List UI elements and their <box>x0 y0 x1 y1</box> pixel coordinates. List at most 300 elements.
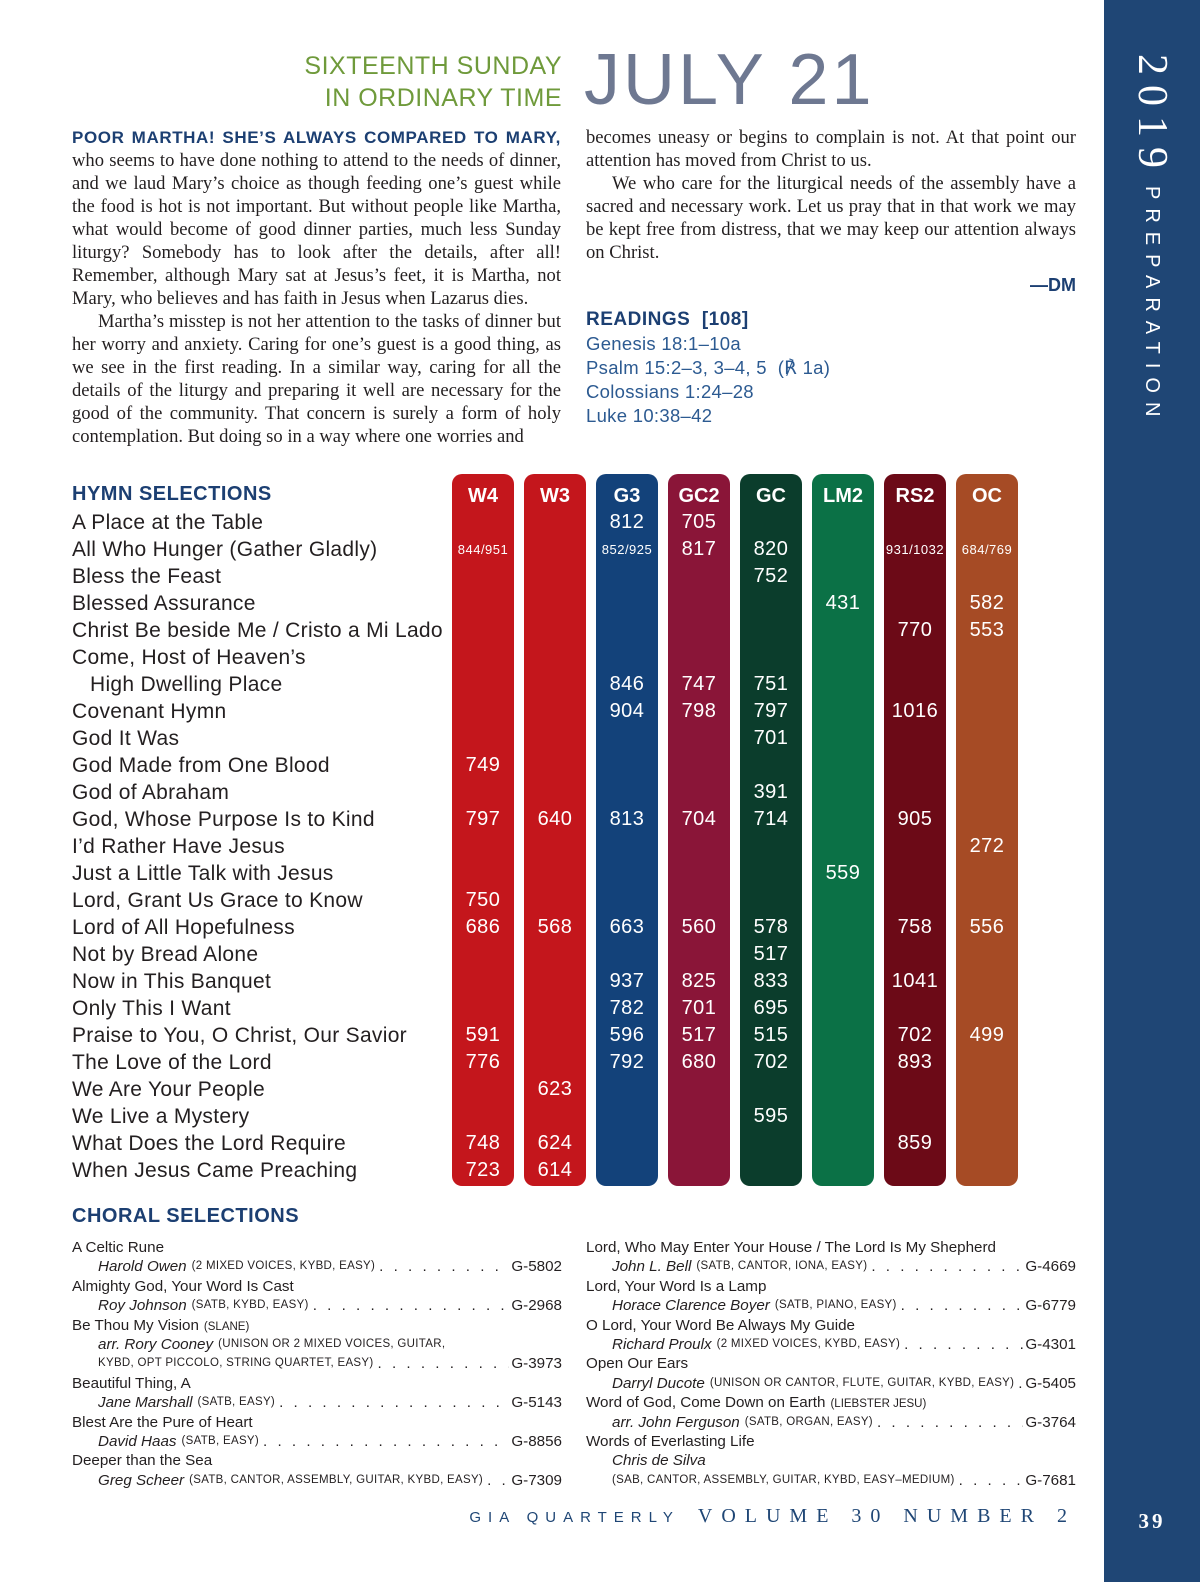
hymn-number <box>596 1103 658 1130</box>
choral-credit-line <box>72 1354 562 1373</box>
hymn-title: Covenant Hymn <box>72 700 227 723</box>
choral-credit-line <box>72 1296 562 1315</box>
hymn-number: 702 <box>897 1024 933 1046</box>
essay-paragraph-3: We who care for the liturgical needs of the assembly have a sacred and necessary work. Let us pray that in that work we may be kept free from distress, that we may keep our attention always on Christ. <box>586 173 1076 263</box>
hymn-number <box>956 887 1018 914</box>
readings-title: READINGS [108] <box>586 309 749 330</box>
hymnal-abbreviation: RS2 <box>895 485 935 507</box>
composer: arr. Rory Cooney <box>98 1335 214 1353</box>
hymn-number <box>956 1130 1018 1157</box>
choral-credit-line <box>586 1451 1076 1470</box>
hymn-number <box>596 563 658 590</box>
hymnal-column-rs2 <box>884 474 946 1186</box>
voicing-details: (2 MIXED VOICES, KYBD, EASY) <box>716 1337 901 1350</box>
hymn-number <box>740 887 802 914</box>
hymn-title: Not by Bread Alone <box>72 943 259 966</box>
hymn-number <box>740 590 802 617</box>
choral-title: Open Our Ears <box>586 1355 689 1373</box>
choral-credit-line <box>586 1413 1076 1432</box>
hymn-number <box>812 968 874 995</box>
hymn-number <box>740 833 802 860</box>
hymn-number <box>740 617 802 644</box>
hymn-number <box>740 644 802 671</box>
hymn-number <box>884 941 946 968</box>
page-date: JULY 21 <box>584 40 875 120</box>
composer: Darryl Ducote <box>612 1374 705 1392</box>
hymn-number <box>884 833 946 860</box>
hymn-number: 904 <box>609 700 645 722</box>
page-number: 39 <box>1138 1509 1166 1533</box>
hymn-number <box>812 752 874 779</box>
hymnal-abbreviation: W3 <box>540 485 570 507</box>
hymn-number <box>452 725 514 752</box>
hymn-title: God Made from One Blood <box>72 754 330 777</box>
hymn-number <box>596 725 658 752</box>
octavo-number: G-4669 <box>1025 1258 1076 1276</box>
choral-title: Beautiful Thing, A <box>72 1374 191 1392</box>
hymn-number: 560 <box>681 916 717 938</box>
hymn-number <box>956 806 1018 833</box>
choral-credit-line <box>586 1296 1076 1315</box>
hymn-number: 750 <box>465 889 501 911</box>
leader-dots <box>259 1432 509 1451</box>
hymn-number <box>524 1049 586 1076</box>
band-section-label: PREPARATION <box>1141 186 1163 426</box>
hymn-number <box>740 860 802 887</box>
hymn-number <box>596 833 658 860</box>
octavo-number: G-5143 <box>511 1394 562 1412</box>
choral-list-left <box>72 1238 562 1490</box>
hymn-number: 812 <box>609 511 645 533</box>
hymn-number <box>956 644 1018 671</box>
hymn-title: Praise to You, O Christ, Our Savior <box>72 1024 407 1047</box>
publication-name: GIA QUARTERLY <box>469 1509 680 1526</box>
hymn-number <box>956 968 1018 995</box>
hymn-number: 817 <box>681 538 717 560</box>
hymn-number: 825 <box>681 970 717 992</box>
hymnal-column-gc2 <box>668 474 730 1186</box>
composer: Jane Marshall <box>98 1394 193 1412</box>
hymn-number <box>884 590 946 617</box>
reading-item: Psalm 15:2–3, 3–4, 5 (℟ 1a) <box>586 357 831 378</box>
hymn-number: 499 <box>969 1024 1005 1046</box>
hymn-number <box>956 1076 1018 1103</box>
hymn-number: 695 <box>753 997 789 1019</box>
hymn-number <box>812 671 874 698</box>
hymn-number: 714 <box>753 808 789 830</box>
hymn-number: 640 <box>537 808 573 830</box>
hymn-number: 624 <box>537 1132 573 1154</box>
octavo-number: G-6779 <box>1025 1297 1076 1315</box>
hymn-number <box>740 1076 802 1103</box>
voicing-details: (SAB, CANTOR, ASSEMBLY, GUITAR, KYBD, EASY–MEDIUM) <box>612 1473 955 1486</box>
choral-title: Lord, Who May Enter Your House / The Lord Is My Shepherd <box>586 1239 997 1256</box>
essay-paragraph-2-continued: becomes uneasy or begins to complain is not. At that point our attention has moved from Christ to us. <box>586 127 1076 171</box>
hymnal-column-gc <box>740 474 802 1186</box>
hymn-number <box>524 1103 586 1130</box>
hymn-number <box>956 698 1018 725</box>
hymn-number <box>524 941 586 968</box>
hymn-number <box>452 941 514 968</box>
hymn-number: 556 <box>969 916 1005 938</box>
hymn-number <box>812 833 874 860</box>
hymn-number: 893 <box>897 1051 933 1073</box>
hymn-number <box>452 833 514 860</box>
hymn-number <box>884 1157 946 1184</box>
leader-dots <box>900 1335 1023 1354</box>
hymnal-column-lm2 <box>812 474 874 1186</box>
hymn-number <box>596 1130 658 1157</box>
hymn-number: 751 <box>753 673 789 695</box>
leader-dots <box>955 1471 1024 1490</box>
hymnal-column-oc <box>956 474 1018 1186</box>
choral-credit-line <box>72 1335 562 1354</box>
hymn-number: 582 <box>969 592 1005 614</box>
hymn-number <box>452 563 514 590</box>
hymn-number <box>596 887 658 914</box>
hymn-title: Lord, Grant Us Grace to Know <box>72 889 363 912</box>
hymn-number <box>668 644 730 671</box>
hymn-number: 680 <box>681 1051 717 1073</box>
essay-paragraph-2 <box>72 310 561 448</box>
octavo-number: G-5802 <box>511 1258 562 1276</box>
hymn-title: Now in This Banquet <box>72 970 272 993</box>
hymn-number: 578 <box>753 916 789 938</box>
hymn-number <box>596 941 658 968</box>
hymn-number: 595 <box>753 1105 789 1127</box>
hymn-number <box>812 698 874 725</box>
hymn-number <box>668 725 730 752</box>
hymn-number: 391 <box>753 781 789 803</box>
hymn-number: 782 <box>609 997 645 1019</box>
hymn-number: 684/769 <box>961 542 1013 557</box>
composer: David Haas <box>98 1432 177 1450</box>
hymnal-abbreviation: LM2 <box>823 485 863 507</box>
hymn-number <box>524 779 586 806</box>
voicing-details: (UNISON OR CANTOR, FLUTE, GUITAR, KYBD, EASY) <box>709 1376 1015 1389</box>
hymn-number <box>956 509 1018 536</box>
choral-title: Word of God, Come Down on Earth (LIEBSTER JESU) <box>586 1394 927 1412</box>
essay-lead: POOR MARTHA! SHE’S ALWAYS COMPARED TO MARY, <box>72 128 561 147</box>
hymn-number <box>524 833 586 860</box>
occasion-line-2: IN ORDINARY TIME <box>324 84 562 112</box>
leader-dots <box>867 1257 1023 1276</box>
hymn-number: 723 <box>465 1159 501 1181</box>
hymn-number: 623 <box>537 1078 573 1100</box>
hymn-number <box>524 1022 586 1049</box>
composer: Chris de Silva <box>612 1452 706 1470</box>
choral-title: Blest Are the Pure of Heart <box>72 1413 253 1431</box>
hymn-number <box>956 941 1018 968</box>
hymn-number: 846 <box>609 673 645 695</box>
hymn-number <box>596 779 658 806</box>
choral-selections-heading: CHORAL SELECTIONS <box>72 1205 300 1227</box>
hymn-number <box>452 671 514 698</box>
hymn-number: 663 <box>609 916 645 938</box>
octavo-number: G-5405 <box>1025 1374 1076 1392</box>
hymn-number <box>452 995 514 1022</box>
hymn-number <box>884 644 946 671</box>
hymn-number <box>452 779 514 806</box>
reading-item: Colossians 1:24–28 <box>586 381 754 402</box>
hymn-number: 1016 <box>891 700 939 722</box>
voicing-details: (SATB, KYBD, EASY) <box>191 1299 309 1312</box>
hymn-number <box>452 590 514 617</box>
voicing-details: (SATB, CANTOR, ASSEMBLY, GUITAR, KYBD, EASY) <box>189 1473 484 1486</box>
leader-dots <box>483 1471 509 1490</box>
hymn-number <box>884 887 946 914</box>
leader-dots <box>375 1257 509 1276</box>
hymn-number <box>524 644 586 671</box>
hymn-number: 758 <box>897 916 933 938</box>
hymn-number <box>668 563 730 590</box>
hymn-number: 797 <box>753 700 789 722</box>
hymn-number <box>452 509 514 536</box>
hymn-number: 747 <box>681 673 717 695</box>
hymn-number: 776 <box>465 1051 501 1073</box>
hymn-number: 591 <box>465 1024 501 1046</box>
octavo-number: G-3973 <box>511 1355 562 1373</box>
hymn-number: 820 <box>753 538 789 560</box>
hymn-number <box>524 536 586 563</box>
hymn-number <box>884 779 946 806</box>
choral-credit-line <box>586 1374 1076 1393</box>
hymn-number <box>524 590 586 617</box>
hymn-number <box>452 1076 514 1103</box>
hymn-number <box>812 914 874 941</box>
hymn-number <box>452 968 514 995</box>
hymn-number <box>956 1157 1018 1184</box>
page-footer <box>0 1505 1076 1528</box>
hymn-number <box>596 1157 658 1184</box>
hymn-title: A Place at the Table <box>72 511 264 534</box>
hymn-title: What Does the Lord Require <box>72 1132 346 1155</box>
hymn-number <box>524 563 586 590</box>
hymn-number: 937 <box>609 970 645 992</box>
hymn-number: 596 <box>609 1024 645 1046</box>
hymn-title: God, Whose Purpose Is to Kind <box>72 808 375 831</box>
hymn-number <box>812 1130 874 1157</box>
composer: Horace Clarence Boyer <box>612 1297 770 1315</box>
hymn-number <box>812 941 874 968</box>
hymn-number: 614 <box>537 1159 573 1181</box>
hymn-number: 705 <box>681 511 717 533</box>
hymn-title: Lord of All Hopefulness <box>72 916 295 939</box>
hymn-number <box>452 644 514 671</box>
leader-dots <box>897 1296 1024 1315</box>
hymnal-column-w3 <box>524 474 586 1186</box>
essay-paragraph-1 <box>72 126 561 310</box>
hymnal-column-w4 <box>452 474 514 1186</box>
composer: Harold Owen <box>98 1258 187 1276</box>
hymn-number: 813 <box>609 808 645 830</box>
octavo-number: G-4301 <box>1025 1335 1076 1353</box>
hymn-title: We Live a Mystery <box>72 1105 250 1128</box>
hymn-title: When Jesus Came Preaching <box>72 1159 358 1182</box>
hymn-number: 931/1032 <box>885 542 945 557</box>
hymn-number <box>596 590 658 617</box>
hymn-number <box>812 1049 874 1076</box>
composer: Roy Johnson <box>98 1297 187 1315</box>
hymn-number: 748 <box>465 1132 501 1154</box>
choral-title: Deeper than the Sea <box>72 1452 213 1470</box>
hymn-title: Only This I Want <box>72 997 231 1020</box>
hymn-number <box>668 887 730 914</box>
hymn-title: Christ Be beside Me / Cristo a Mi Lado <box>72 619 443 642</box>
hymn-title: The Love of the Lord <box>72 1051 272 1074</box>
hymn-number: 1041 <box>891 970 939 992</box>
choral-credit-line <box>586 1257 1076 1276</box>
essay-column-right <box>586 126 1076 297</box>
hymn-number <box>812 995 874 1022</box>
hymn-number: 517 <box>681 1024 717 1046</box>
hymn-number: 515 <box>753 1024 789 1046</box>
hymn-number: 553 <box>969 619 1005 641</box>
liturgical-occasion <box>304 50 562 114</box>
choral-credit-line <box>586 1471 1076 1490</box>
hymn-number <box>740 509 802 536</box>
voicing-details: (SATB, CANTOR, IONA, EASY) <box>696 1260 868 1273</box>
hymn-number: 701 <box>753 727 789 749</box>
occasion-line-1: SIXTEENTH SUNDAY <box>304 52 562 80</box>
hymn-number <box>812 1103 874 1130</box>
essay-paragraph-1-text: who seems to have done nothing to attend to the needs of dinner, and we laud Mary’s choice as though feeding one’s guest while the food is hot is not important. But without people like Martha, what would become of good dinner parties, much less Sunday liturgy? Somebody has to look after the details, after all! Remember, although Mary sat at Jesus’s feet, it is Martha, not Mary, who believes and has faith in Jesus when Lazarus dies. <box>72 150 561 309</box>
hymn-number <box>524 752 586 779</box>
hymn-number <box>596 860 658 887</box>
hymn-number <box>812 509 874 536</box>
reading-item: Luke 10:38–42 <box>586 405 713 426</box>
octavo-number: G-3764 <box>1025 1413 1076 1431</box>
hymn-number <box>812 1157 874 1184</box>
hymn-number <box>452 698 514 725</box>
hymn-title: Blessed Assurance <box>72 592 256 615</box>
leader-dots <box>873 1413 1023 1432</box>
hymn-title: We Are Your People <box>72 1078 265 1101</box>
choral-title: Words of Everlasting Life <box>586 1432 755 1450</box>
volume-number: VOLUME 30 NUMBER 2 <box>697 1505 1076 1527</box>
octavo-number: G-8856 <box>511 1432 562 1450</box>
hymn-title: Come, Host of Heaven’s <box>72 646 306 669</box>
hymn-number: 770 <box>897 619 933 641</box>
hymn-number <box>956 563 1018 590</box>
hymn-number: 559 <box>825 862 861 884</box>
hymn-number <box>884 995 946 1022</box>
octavo-number: G-2968 <box>511 1297 562 1315</box>
hymn-number <box>668 941 730 968</box>
hymn-number <box>668 833 730 860</box>
octavo-number: G-7309 <box>511 1471 562 1489</box>
hymnal-abbreviation: G3 <box>613 485 641 507</box>
hymn-number <box>812 563 874 590</box>
leader-dots <box>1014 1374 1023 1393</box>
leader-dots <box>309 1296 510 1315</box>
hymn-number <box>596 752 658 779</box>
voicing-details: (SATB, EASY) <box>181 1434 260 1447</box>
hymn-title: All Who Hunger (Gather Gladly) <box>72 538 378 561</box>
band-year: 2019 <box>1129 54 1175 178</box>
hymn-number <box>668 1103 730 1130</box>
composer: arr. John Ferguson <box>612 1413 740 1431</box>
hymn-number <box>812 725 874 752</box>
essay-signature: —DM <box>1030 275 1076 295</box>
hymn-number: 702 <box>753 1051 789 1073</box>
hymn-title: God of Abraham <box>72 781 230 804</box>
voicing-details: (UNISON OR 2 MIXED VOICES, GUITAR, <box>218 1337 446 1350</box>
section-band <box>1104 0 1200 1582</box>
composer: John L. Bell <box>612 1258 692 1276</box>
choral-title: O Lord, Your Word Be Always My Guide <box>586 1316 856 1334</box>
composer: Richard Proulx <box>612 1335 712 1353</box>
hymn-number: 272 <box>969 835 1005 857</box>
readings-block <box>586 308 830 428</box>
hymn-number <box>524 887 586 914</box>
choral-title: Be Thou My Vision (SLANE) <box>72 1316 250 1334</box>
hymn-number <box>524 725 586 752</box>
hymn-number: 704 <box>681 808 717 830</box>
hymn-number <box>668 1157 730 1184</box>
hymn-number <box>884 860 946 887</box>
hymn-number <box>524 509 586 536</box>
hymnal-abbreviation: GC2 <box>678 485 720 507</box>
hymn-number <box>956 752 1018 779</box>
choral-credit-line <box>72 1432 562 1451</box>
hymn-number: 431 <box>825 592 861 614</box>
hymn-title: High Dwelling Place <box>90 673 283 696</box>
composer: Greg Scheer <box>98 1471 185 1489</box>
voicing-details: (SATB, ORGAN, EASY) <box>744 1415 873 1428</box>
hymn-title: Just a Little Talk with Jesus <box>72 862 334 885</box>
hymn-number <box>884 509 946 536</box>
hymn-number <box>956 671 1018 698</box>
hymn-number <box>956 725 1018 752</box>
hymn-number <box>740 752 802 779</box>
hymnal-abbreviation: OC <box>972 485 1002 507</box>
hymn-number <box>884 1076 946 1103</box>
hymn-number <box>812 644 874 671</box>
band-vertical-text <box>1104 0 1200 480</box>
voicing-details: (SATB, EASY) <box>197 1396 276 1409</box>
hymn-number <box>452 1103 514 1130</box>
hymn-selections-heading: HYMN SELECTIONS <box>72 483 272 505</box>
hymn-number <box>956 1103 1018 1130</box>
hymn-title: Bless the Feast <box>72 565 222 588</box>
hymn-title-list <box>72 509 443 1184</box>
hymn-number: 852/925 <box>601 542 653 557</box>
choral-credit-line <box>72 1257 562 1276</box>
hymn-number <box>524 995 586 1022</box>
choral-credit-line <box>586 1335 1076 1354</box>
hymn-number: 517 <box>753 943 789 965</box>
hymn-number <box>884 752 946 779</box>
hymnal-abbreviation: GC <box>756 485 786 507</box>
essay-paragraph-2-cont <box>586 126 1076 172</box>
hymn-number <box>452 860 514 887</box>
hymn-number: 798 <box>681 700 717 722</box>
hymn-number: 792 <box>609 1051 645 1073</box>
hymn-number <box>812 1076 874 1103</box>
hymn-number <box>956 860 1018 887</box>
hymn-number <box>668 617 730 644</box>
hymn-number <box>668 1130 730 1157</box>
hymn-number <box>524 671 586 698</box>
hymn-number <box>812 617 874 644</box>
hymn-number <box>524 860 586 887</box>
hymn-number <box>884 671 946 698</box>
hymn-number <box>668 1076 730 1103</box>
hymn-number <box>812 779 874 806</box>
essay-column-left <box>72 126 561 448</box>
hymn-number <box>740 1130 802 1157</box>
